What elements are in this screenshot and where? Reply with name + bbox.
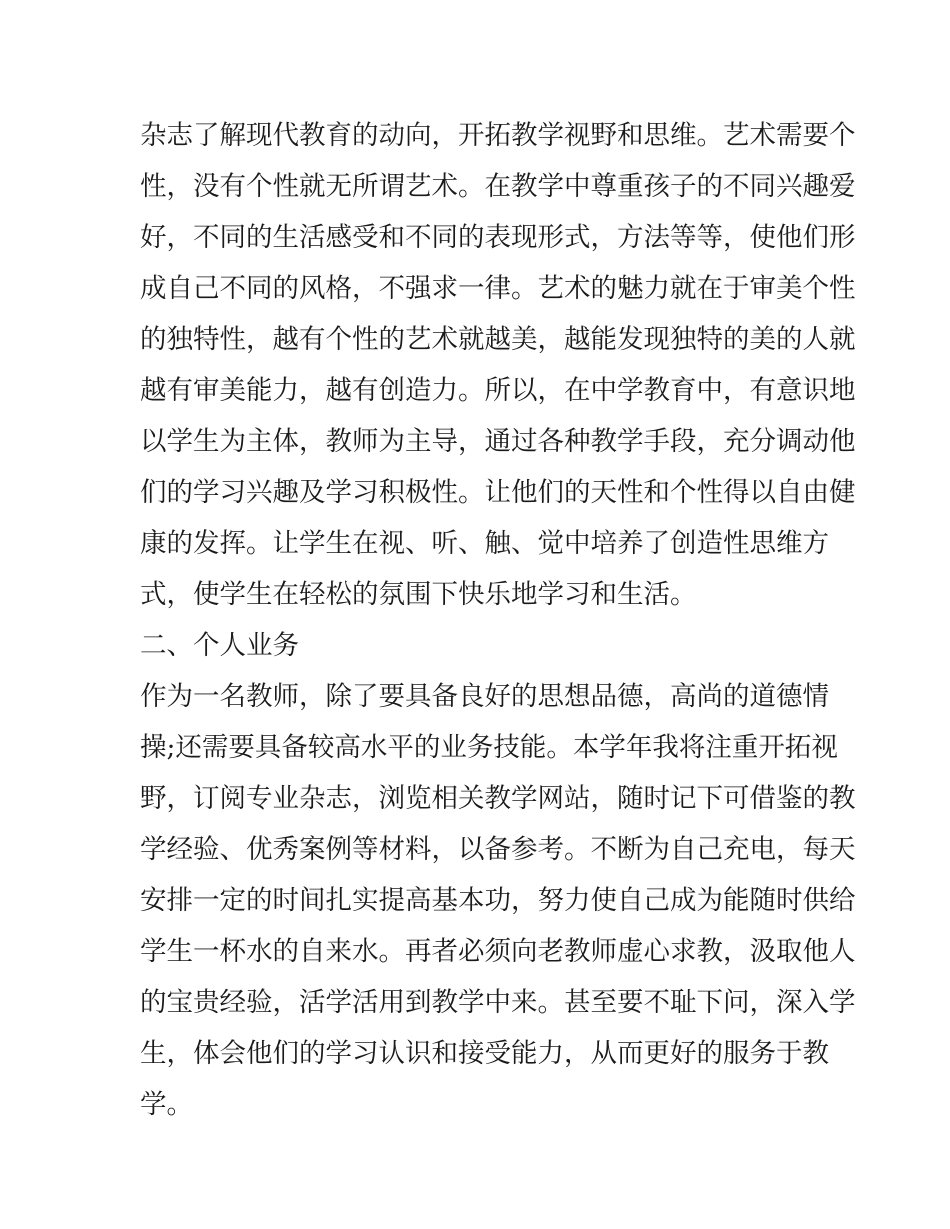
- text-line: 作为一名教师，除了要具备良好的思想品德，高尚的道德情: [140, 681, 829, 712]
- text-line: 越有审美能力，越有创造力。所以，在中学教育中，有意识地: [140, 375, 856, 406]
- text-line: 的独特性，越有个性的艺术就越美，越能发现独特的美的人就: [140, 324, 856, 355]
- section-heading: 二、个人业务: [140, 630, 299, 661]
- text-line: 康的发挥。让学生在视、听、触、觉中培养了创造性思维方: [140, 528, 829, 559]
- text-line: 学经验、优秀案例等材料，以备参考。不断为自己充电，每天: [140, 834, 856, 865]
- text-line: 好，不同的生活感受和不同的表现形式，方法等等，使他们形: [140, 222, 856, 253]
- text-line: 操;还需要具备较高水平的业务技能。本学年我将注重开拓视: [140, 732, 838, 763]
- text-line: 野，订阅专业杂志，浏览相关教学网站，随时记下可借鉴的教: [140, 783, 856, 814]
- document-body: [140, 110, 856, 1130]
- text-line: 们的学习兴趣及学习积极性。让他们的天性和个性得以自由健: [140, 477, 856, 508]
- text-line: 成自己不同的风格，不强求一律。艺术的魅力就在于审美个性: [140, 273, 856, 304]
- text-line: 性，没有个性就无所谓艺术。在教学中尊重孩子的不同兴趣爱: [140, 171, 856, 202]
- text-line: 式，使学生在轻松的氛围下快乐地学习和生活。: [140, 579, 697, 610]
- text-line: 杂志了解现代教育的动向，开拓教学视野和思维。艺术需要个: [140, 120, 856, 151]
- text-line: 生，体会他们的学习认识和接受能力，从而更好的服务于教: [140, 1038, 829, 1069]
- text-line: 安排一定的时间扎实提高基本功，努力使自己成为能随时供给: [140, 885, 856, 916]
- text-line: 学。: [140, 1089, 193, 1120]
- text-line: 的宝贵经验，活学活用到教学中来。甚至要不耻下问，深入学: [140, 987, 856, 1018]
- text-line: 学生一杯水的自来水。再者必须向老教师虚心求教，汲取他人: [140, 936, 856, 967]
- text-line: 以学生为主体，教师为主导，通过各种教学手段，充分调动他: [140, 426, 856, 457]
